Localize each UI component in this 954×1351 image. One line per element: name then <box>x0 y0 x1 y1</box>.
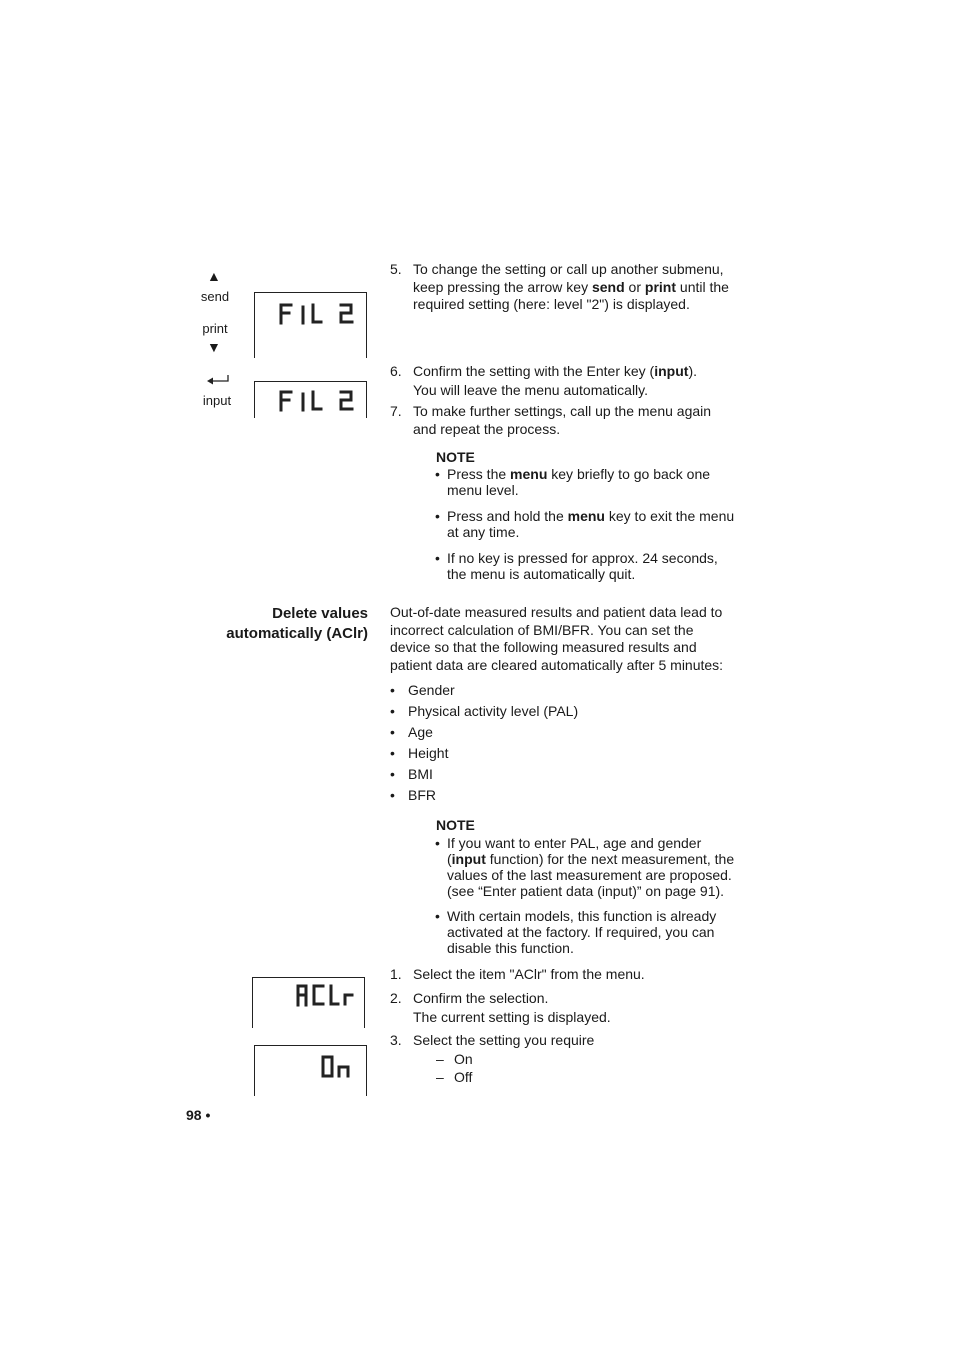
note-item: • If no key is pressed for approx. 24 seconds, the menu is automatically quit. <box>435 550 718 582</box>
step-1 <box>390 966 735 984</box>
note-text: With certain models, this function is already activated at the factory. If required, you can disable this function. <box>447 908 717 956</box>
step-number: 1. <box>390 966 402 982</box>
bullet-text: BMI <box>408 766 433 782</box>
bullet-text: Age <box>408 724 433 740</box>
lcd-display-fil2-confirmed <box>254 381 367 418</box>
input-key-label: input <box>202 393 232 408</box>
menu-key-term: menu <box>510 466 548 482</box>
note-text: If you want to enter PAL, age and gender ( <box>447 835 702 867</box>
step-text: Select the item "AClr" from the menu. <box>413 966 645 982</box>
note-text: Press the <box>447 466 511 482</box>
print-key-label: print <box>202 321 228 336</box>
input-key-term: input <box>451 851 486 867</box>
step-number: 3. <box>390 1032 402 1048</box>
note-item: • Press and hold the menu key to exit the menu at any time. <box>435 508 735 540</box>
note-text: function) for the next measurement, the values of the last measurement are proposed. (see “Enter patient data (input)” on page 91). <box>447 851 735 899</box>
step-text: until the required setting (here: level "2") is displayed. <box>413 278 729 312</box>
section-heading-line1: Delete values <box>272 605 368 622</box>
send-key-label: send <box>200 289 230 304</box>
step-text-line2: The current setting is displayed. <box>413 1009 611 1025</box>
note-item: • If you want to enter PAL, age and gender (input function) for the next measurement, the values of the last measurement are proposed. (see “Enter patient data (input)” on page 91). <box>435 835 735 899</box>
section-intro: Out-of-date measured results and patient data lead to incorrect calculation of BMI/BFR. You can set the device so that the following measured results and patient data are cleared automatically after 5 minutes: <box>390 604 724 673</box>
section-heading <box>190 604 368 644</box>
step-6 <box>390 362 735 400</box>
bullet-text: Height <box>408 745 449 761</box>
note-text: Press and hold the <box>447 508 568 524</box>
down-arrow-icon: ▼ <box>207 339 221 355</box>
step-text-line2: You will leave the menu automatically. <box>413 382 649 398</box>
lcd-digits <box>255 382 368 419</box>
page-number: 98 • <box>186 1107 211 1123</box>
step-number: 7. <box>390 403 402 419</box>
menu-key-term: menu <box>567 508 605 524</box>
send-key-term: send <box>591 278 625 295</box>
lcd-display-aclr <box>252 977 365 1028</box>
option-text: Off <box>454 1069 473 1085</box>
step-text: ). <box>688 363 697 379</box>
note-title: NOTE <box>436 817 475 833</box>
step-7 <box>390 403 735 438</box>
step-3 <box>390 1032 735 1050</box>
print-key-term: print <box>644 278 677 295</box>
bullet-text: Gender <box>408 682 455 698</box>
bullet-text: Physical activity level (PAL) <box>408 703 579 719</box>
lcd-digits <box>255 1046 368 1097</box>
note-item: • Press the menu key briefly to go back one menu level. <box>435 466 711 498</box>
step-2 <box>390 989 735 1027</box>
step-number: 6. <box>390 363 402 379</box>
note-title: NOTE <box>436 449 475 465</box>
option-off: – Off <box>436 1069 473 1085</box>
note-text: If no key is pressed for approx. 24 seconds, the menu is automatically quit. <box>447 550 718 582</box>
note-item: • With certain models, this function is already activated at the factory. If required, you can disable this function. <box>435 908 717 956</box>
section-heading-line2: automatically (AClr) <box>226 625 368 642</box>
input-key-term: input <box>654 363 689 379</box>
note-text: key briefly to go back one menu level. <box>447 466 711 498</box>
bullet-text: BFR <box>408 787 436 803</box>
step-5 <box>390 261 735 314</box>
option-on: – On <box>436 1051 473 1067</box>
step-text: Confirm the selection. <box>413 990 549 1006</box>
lcd-digits <box>253 978 366 1029</box>
note-text: key to exit the menu at any time. <box>447 508 735 540</box>
lcd-display-fil2 <box>254 292 367 358</box>
up-arrow-icon: ▲ <box>207 268 221 284</box>
step-text: Confirm the setting with the Enter key ( <box>413 363 655 379</box>
lcd-digits <box>255 293 368 359</box>
lcd-display-on <box>254 1045 367 1096</box>
step-text: To make further settings, call up the menu again and repeat the process. <box>413 403 712 437</box>
step-number: 2. <box>390 990 402 1006</box>
step-text: or <box>624 278 645 295</box>
step-number: 5. <box>390 261 402 277</box>
option-text: On <box>454 1051 473 1067</box>
step-text: Select the setting you require <box>413 1032 595 1048</box>
enter-arrow-icon <box>206 373 230 389</box>
step-text: To change the setting or call up another submenu, keep pressing the arrow key <box>413 261 724 295</box>
